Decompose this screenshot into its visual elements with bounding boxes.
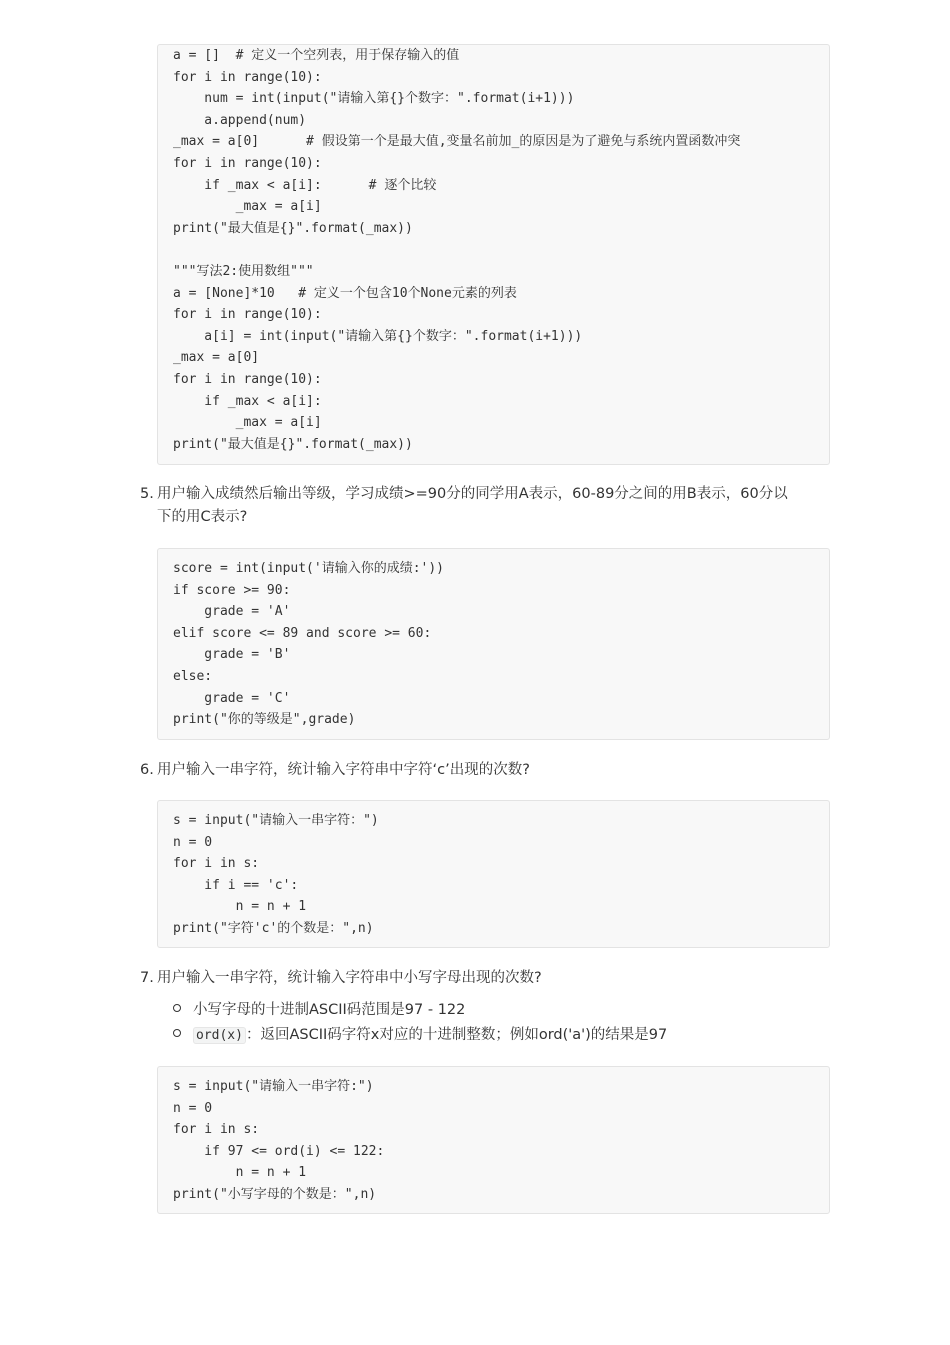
question-text: 用户输入一串字符，统计输入字符串中小写字母出现的次数? <box>157 970 542 986</box>
code-line: for i in range(10): <box>173 69 322 85</box>
code-block-grade <box>157 548 830 740</box>
question-text-continued: 下的用C表示? <box>157 509 248 525</box>
code-line: s = input("请输入一串字符：") <box>173 813 379 828</box>
code-line: print("你的等级是",grade) <box>173 712 356 728</box>
question-6 <box>140 759 830 782</box>
code-line: for i in s: <box>173 856 260 872</box>
code-line: a = [] # 定义一个空列表，用于保存输入的值 <box>173 48 460 63</box>
code-line: print("最大值是{}".format(_max)) <box>173 436 413 452</box>
code-count-c <box>158 801 829 940</box>
code-line: num = int(input("请输入第{}个数字：".format(i+1))) <box>173 91 575 107</box>
bullet-text: 小写字母的十进制ASCII码范围是97 - 122 <box>193 1002 466 1018</box>
code-line: _max = a[0] # 假设第一个是最大值,变量名前加_的原因是为了避免与系统内置函数冲突 <box>173 134 741 150</box>
code-line: if score >= 90: <box>173 582 291 598</box>
code-block-count-lowercase <box>157 1066 830 1214</box>
question-number: 5. <box>140 486 154 502</box>
code-line: grade = 'C' <box>173 690 291 706</box>
code-line: print("字符'c'的个数是：",n) <box>173 920 374 936</box>
code-block-count-c <box>157 800 830 948</box>
code-line: if _max < a[i]: # 逐个比较 <box>173 177 437 193</box>
bullet-ord-function <box>173 1024 667 1047</box>
code-line: for i in range(10): <box>173 307 322 323</box>
code-line: """写法2:使用数组""" <box>173 263 314 279</box>
bullet-circle-icon <box>173 1029 181 1037</box>
code-line: _max = a[i] <box>173 199 322 215</box>
bullet-ascii-range <box>173 999 465 1022</box>
code-line: print("最大值是{}".format(_max)) <box>173 220 413 236</box>
code-line: n = 0 <box>173 1100 213 1116</box>
code-line: s = input("请输入一串字符:") <box>173 1079 374 1094</box>
code-line: n = n + 1 <box>173 1165 307 1181</box>
question-5 <box>140 483 830 529</box>
question-number: 7. <box>140 970 154 986</box>
question-text: 用户输入一串字符，统计输入字符串中字符‘c’出现的次数? <box>157 762 530 778</box>
code-line: if _max < a[i]: <box>173 393 322 409</box>
bullet-circle-icon <box>173 1004 181 1012</box>
question-number: 6. <box>140 762 154 778</box>
code-line: for i in range(10): <box>173 371 322 387</box>
question-7 <box>140 967 830 990</box>
question-text: 用户输入成绩然后输出等级，学习成绩>=90分的同学用A表示，60-89分之间的用B表示，60分以 <box>157 486 788 502</box>
code-line: a = [None]*10 # 定义一个包含10个None元素的列表 <box>173 285 517 301</box>
code-line: n = n + 1 <box>173 899 307 915</box>
code-count-lowercase <box>158 1067 829 1206</box>
code-line: n = 0 <box>173 834 213 850</box>
code-line: else: <box>173 668 213 684</box>
code-line: if i == 'c': <box>173 877 299 893</box>
code-line: for i in range(10): <box>173 155 322 171</box>
code-block-find-max <box>157 44 830 465</box>
code-find-max <box>158 45 829 455</box>
code-line: grade = 'B' <box>173 647 291 663</box>
code-line: score = int(input('请输入你的成绩:')) <box>173 561 445 576</box>
code-line: elif score <= 89 and score >= 60: <box>173 625 432 641</box>
code-line: a.append(num) <box>173 112 307 128</box>
inline-code-ord: ord(x) <box>193 1027 246 1044</box>
code-line: _max = a[i] <box>173 415 322 431</box>
code-line: if 97 <= ord(i) <= 122: <box>173 1143 385 1159</box>
code-line: print("小写字母的个数是：",n) <box>173 1186 377 1202</box>
code-line: _max = a[0] <box>173 350 260 366</box>
code-grade <box>158 549 829 731</box>
code-line: for i in s: <box>173 1122 260 1138</box>
code-line: grade = 'A' <box>173 604 291 620</box>
code-line: a[i] = int(input("请输入第{}个数字：".format(i+1))) <box>173 328 583 344</box>
bullet-text: ：返回ASCII码字符x对应的十进制整数；例如ord('a')的结果是97 <box>245 1027 668 1043</box>
